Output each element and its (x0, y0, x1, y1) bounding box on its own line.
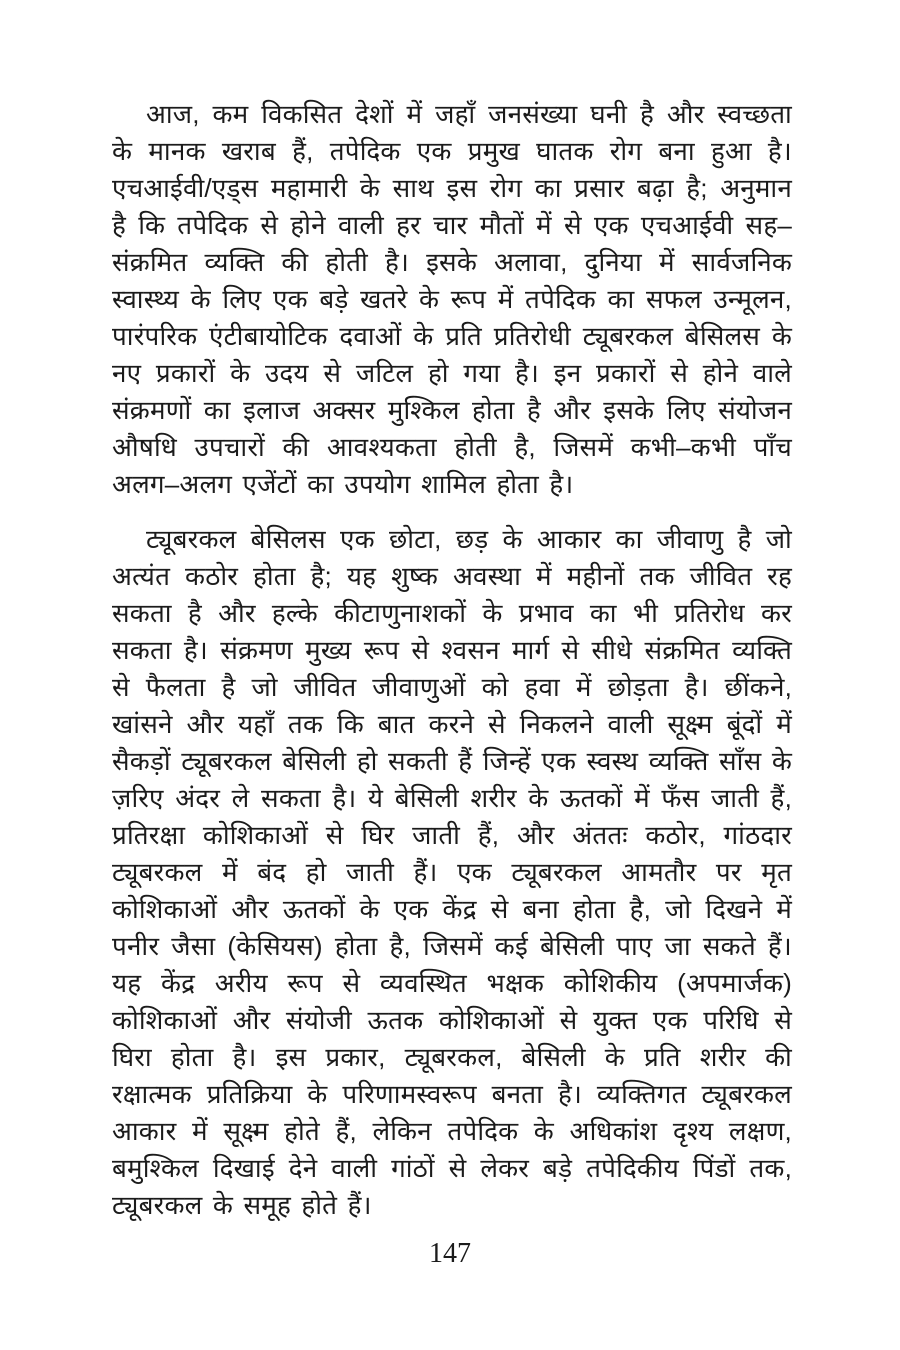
page-footer (0, 1238, 900, 1270)
page-number: 147 (429, 1238, 471, 1269)
body-text (112, 96, 792, 1242)
paragraph: आज, कम विकसित देशों में जहाँ जनसंख्या घनी है और स्वच्छता के मानक खराब हैं, तपेदिक एक प्रमुख घातक रोग बना हुआ है। एचआईवी/एड्स महामारी के साथ इस रोग का प्रसार बढ़ा है; अनुमान है कि तपेदिक से होने वाली हर चार मौतों में से एक एचआईवी सह–संक्रमित व्यक्ति की होती है। इसके अलावा, दुनिया में सार्वजनिक स्वास्थ्य के लिए एक बड़े खतरे के रूप में तपेदिक का सफल उन्मूलन, पारंपरिक एंटीबायोटिक दवाओं के प्रति प्रतिरोधी ट्यूबरकल बेसिलस के नए प्रकारों के उदय से जटिल हो गया है। इन प्रकारों से होने वाले संक्रमणों का इलाज अक्सर मुश्किल होता है और इसके लिए संयोजन औषधि उपचारों की आवश्यकता होती है, जिसमें कभी–कभी पाँच अलग–अलग एजेंटों का उपयोग शामिल होता है। (112, 99, 792, 499)
paragraph: ट्यूबरकल बेसिलस एक छोटा, छड़ के आकार का जीवाणु है जो अत्यंत कठोर होता है; यह शुष्क अवस्था में महीनों तक जीवित रह सकता है और हल्के कीटाणुनाशकों के प्रभाव का भी प्रतिरोध कर सकता है। संक्रमण मुख्य रूप से श्वसन मार्ग से सीधे संक्रमित व्यक्ति से फैलता है जो जीवित जीवाणुओं को हवा में छोड़ता है। छींकने, खांसने और यहाँ तक कि बात करने से निकलने वाली सूक्ष्म बूंदों में सैकड़ों ट्यूबरकल बेसिली हो सकती हैं जिन्हें एक स्वस्थ व्यक्ति साँस के ज़रिए अंदर ले सकता है। ये बेसिली शरीर के ऊतकों में फँस जाती हैं, प्रतिरक्षा कोशिकाओं से घिर जाती हैं, और अंततः कठोर, गांठदार ट्यूबरकल में बंद हो जाती हैं। एक ट्यूबरकल आमतौर पर मृत कोशिकाओं और ऊतकों के एक केंद्र से बना होता है, जो दिखने में पनीर जैसा (केसियस) होता है, जिसमें कई बेसिली पाए जा सकते हैं। यह केंद्र अरीय रूप से व्यवस्थित भक्षक कोशिकीय (अपमार्जक) कोशिकाओं और संयोजी ऊतक कोशिकाओं से युक्त एक परिधि से घिरा होता है। इस प्रकार, ट्यूबरकल, बेसिली के प्रति शरीर की रक्षात्मक प्रतिक्रिया के परिणामस्वरूप बनता है। व्यक्तिगत ट्यूबरकल आकार में सूक्ष्म होते हैं, लेकिन तपेदिक के अधिकांश दृश्य लक्षण, बमुश्किल दिखाई देने वाली गांठों से लेकर बड़े तपेदिकीय पिंडों तक, ट्यूबरकल के समूह होते हैं। (112, 524, 792, 1220)
